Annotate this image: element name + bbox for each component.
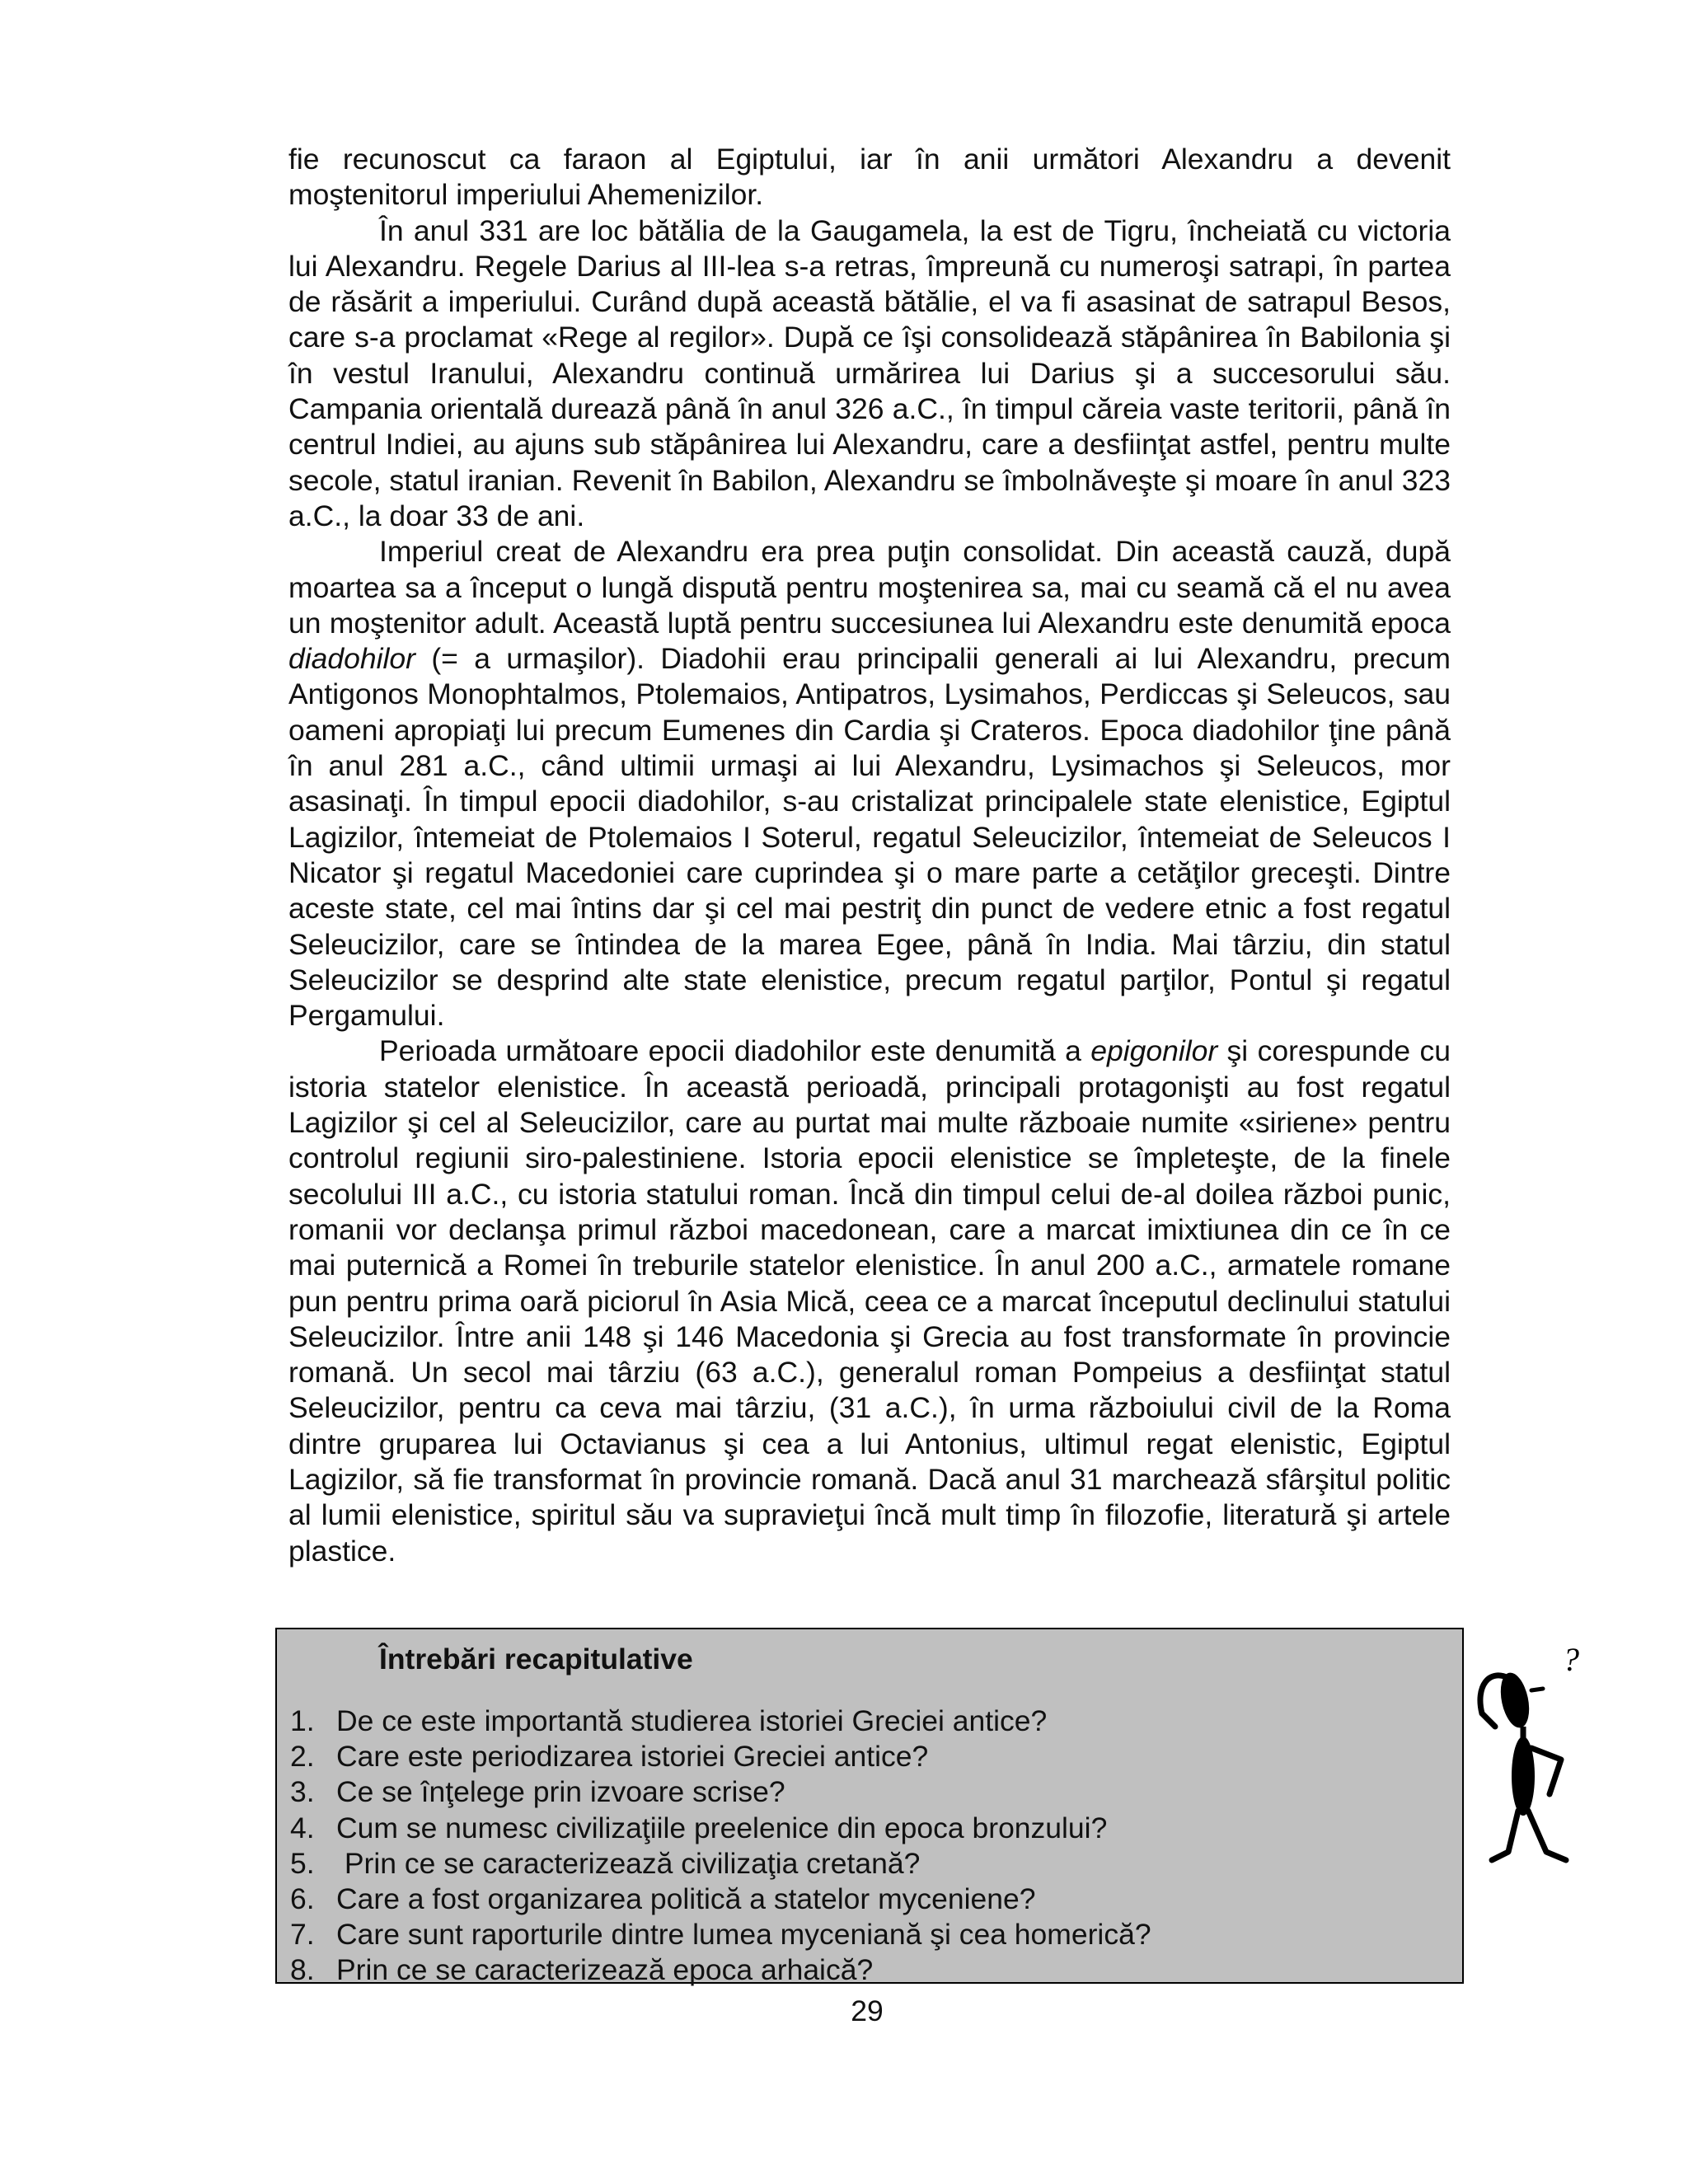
question-number: 3. [290,1775,315,1809]
question-item [290,1952,1454,1988]
term-epigonilor: epigonilor [1090,1034,1218,1068]
paragraph-diadochi [288,534,1451,1033]
question-item [290,1739,1454,1774]
question-number: 1. [290,1704,315,1737]
question-item [290,1704,1454,1739]
question-number: 7. [290,1918,315,1952]
question-number: 2. [290,1740,315,1774]
question-item [290,1882,1454,1917]
question-number: 4. [290,1811,315,1844]
question-text: Ce se înţelege prin izvoare scrise? [336,1775,785,1809]
thinking-figure-icon [1464,1636,1604,1891]
question-item [290,1811,1454,1846]
question-text: Care este periodizarea istoriei Greciei antice? [336,1740,929,1774]
review-questions-box [275,1628,1464,1987]
review-title: Întrebări recapitulative [379,1643,693,1675]
question-text: Care a fost organizarea politică a statelor myceniene? [336,1882,1036,1916]
paragraph-continuation-end: moştenitorul imperiului Ahemenizilor. [288,178,764,212]
text-run: Perioada următoare epocii diadohilor este denumită a [379,1034,1091,1068]
question-item [290,1774,1454,1810]
text-run: Imperiul creat de Alexandru era prea puţin consolidat. Din această cauză, după moartea sa a început o lungă dispută pentru moştenirea sa, mai cu seamă că el nu avea un moştenitor adult. Această luptă pentru succesiunea lui Alexandru este denumită epoca [288,535,1451,640]
main-text [288,142,1451,1569]
question-text: Prin ce se caracterizează civilizaţia cretană? [336,1846,921,1880]
question-text: Care sunt raporturile dintre lumea myceniană şi cea homerică? [336,1918,1151,1952]
paragraph-gaugamela: În anul 331 are loc bătălia de la Gaugamela, la est de Tigru, încheiată cu victoria lui Alexandru. Regele Darius al III-lea s-a retras, împreună cu numeroşi satrapi, în partea de răsărit a imperiului. Curând după această bătălie, el va fi asasinat de satrapul Besos, care s-a proclamat «Rege al regilor». După ce îşi consolidează stăpânirea în Babilonia şi în vestul Iranului, Alexandru continuă urmărirea lui Darius şi a succesorului său. Campania orientală durează până în anul 326 a.C., în timpul căreia vaste teritorii, până în centrul Indiei, au ajuns sub stăpânirea lui Alexandru, care a desfiinţat astfel, pentru multe secole, statul iranian. Revenit în Babilon, Alexandru se îmbolnăveşte şi moare în anul 323 a.C., la doar 33 de ani. [288,213,1451,532]
paragraph-epigoni [288,1033,1451,1568]
question-number: 5. [290,1846,315,1880]
question-item [290,1917,1454,1952]
question-number: 6. [290,1882,315,1916]
paragraph-continuation: fie recunoscut ca faraon al Egiptului, iar în anii următori Alexandru a devenit [288,143,1451,176]
text-run: (= a urmaşilor). Diadohii erau principalii generali ai lui Alexandru, precum Antigonos Monophtalmos, Ptolemaios, Antipatros, Lysimahos, Perdiccas şi Seleucos, sau oameni apropiaţi lui precum Eumenes din Cardia şi Crateros. Epoca diadohilor ţine până în anul 281 a.C., când ultimii urmaşi ai lui Alexandru, Lysimachos şi Seleucos, mor asasinaţi. În timpul epocii diadohilor, s-au cristalizat principalele state elenistice, Egiptul Lagizilor, întemeiat de Ptolemaios I Soterul, regatul Seleucizilor, întemeiat de Seleucos I Nicator şi regatul Macedoniei care cuprindea şi o mare parte a cetăţilor greceşti. Dintre aceste state, cel mai întins dar şi cel mai pestriţ din punct de vedere etnic a fost regatul Seleucizilor, care se întindea de la marea Egee, până în India. Mai târziu, din statul Seleucizilor se desprind alte state elenistice, precum regatul parţilor, Pontul şi regatul Pergamului. [288,642,1451,1033]
question-item [290,1846,1454,1882]
questions-list [290,1704,1454,1989]
question-text: De ce este importantă studierea istoriei Greciei antice? [336,1704,1048,1737]
question-text: Cum se numesc civilizaţiile preelenice din epoca bronzului? [336,1811,1108,1844]
question-number: 8. [290,1953,315,1987]
page-number: 29 [851,1994,884,2027]
term-diadohilor: diadohilor [288,642,415,676]
question-mark: ? [1563,1641,1579,1678]
text-run: şi corespunde cu istoria statelor elenistice. În această perioadă, principali protagonişti au fost regatul Lagizilor şi cel al Seleucizilor, care au purtat mai multe războaie numite «siriene» pentru controlul regiunii siro-palestiniene. Istoria epocii elenistice se împleteşte, de la finele secolului III a.C., cu istoria statului roman. Încă din timpul celui de-al doilea război punic, romanii vor declanşa primul război macedonean, care a marcat imixtiunea din ce în ce mai puternică a Romei în treburile statelor elenistice. În anul 200 a.C., armatele romane pun pentru prima oară piciorul în Asia Mică, ceea ce a marcat începutul declinului statului Seleucizilor. Între anii 148 şi 146 Macedonia şi Grecia au fost transformate în provincie romană. Un secol mai târziu (63 a.C.), generalul roman Pompeius a desfiinţat statul Seleucizilor, pentru ca ceva mai târziu, (31 a.C.), în urma războiului civil de la Roma dintre gruparea lui Octavianus şi cea a lui Antonius, ultimul regat elenistic, Egiptul Lagizilor, să fie transformat în provincie romană. Dacă anul 31 marchează sfârşitul politic al lumii elenistice, spiritul său va supravieţui încă mult timp în filozofie, literatură şi artele plastice. [288,1034,1451,1568]
question-text: Prin ce se caracterizează epoca arhaică? [336,1953,874,1987]
